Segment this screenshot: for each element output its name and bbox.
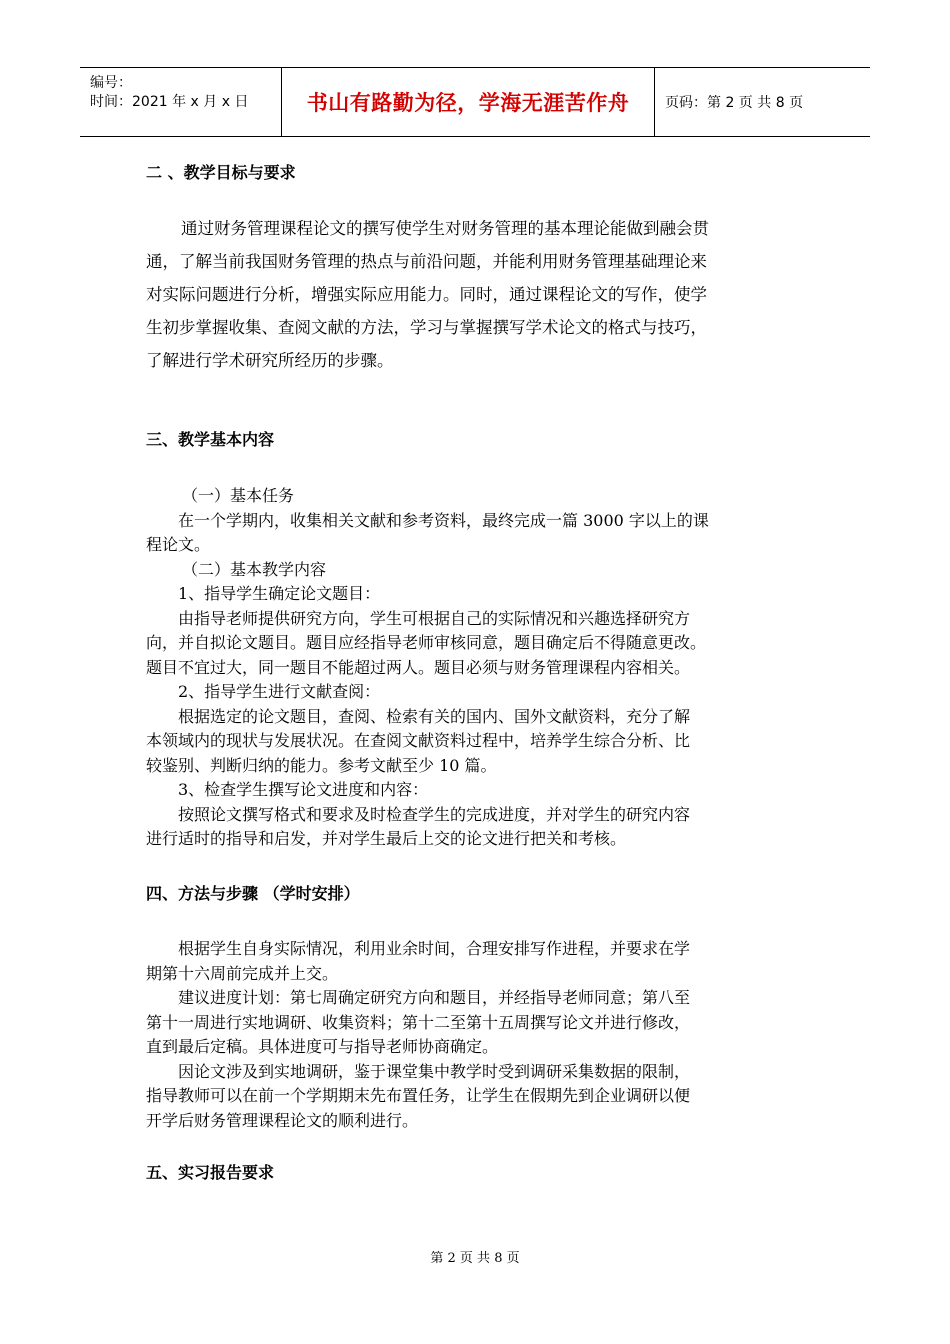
paragraph-line: 较鉴别、判断归纳的能力。参考文献至少 10 篇。: [146, 755, 497, 775]
paragraph-line: 题目不宜过大，同一题目不能超过两人。题目必须与财务管理课程内容相关。: [146, 657, 691, 677]
paragraph-line: 指导教师可以在前一个学期期末先布置任务，让学生在假期先到企业调研以便: [146, 1086, 691, 1105]
paragraph-line: 开学后财务管理课程论文的顺利进行。: [146, 1110, 419, 1130]
paragraph-line: 向，并自拟论文题目。题目应经指导老师审核同意，题目确定后不得随意更改。: [146, 633, 707, 652]
paragraph-line: 本领域内的现状与发展状况。在查阅文献资料过程中，培养学生综合分析、比: [146, 731, 691, 750]
section-heading-4: 四、方法与步骤 （学时安排）: [146, 884, 360, 903]
paragraph-line: 进行适时的指导和启发，并对学生最后上交的论文进行把关和考核。: [146, 829, 627, 848]
paragraph-line: 建议进度计划：第七周确定研究方向和题目，并经指导老师同意；第八至: [178, 988, 691, 1007]
header-left-cell: [80, 68, 282, 136]
paragraph-line: 由指导老师提供研究方向，学生可根据自己的实际情况和兴趣选择研究方: [178, 608, 691, 628]
paragraph-line: 通，了解当前我国财务管理的热点与前沿问题，并能利用财务管理基础理论来: [146, 252, 707, 271]
paragraph-line: 了解进行学术研究所经历的步骤。: [146, 351, 394, 370]
subheading-basic-content: （二）基本教学内容: [182, 559, 327, 579]
section-4-body: [146, 937, 830, 1133]
paragraph-line: 根据选定的论文题目，查阅、检索有关的国内、国外文献资料，充分了解: [178, 706, 691, 726]
page-footer: 第 2 页 共 8 页: [430, 1251, 520, 1266]
paragraph-line: 生初步掌握收集、查阅文献的方法，学习与掌握撰写学术论文的格式与技巧，: [146, 318, 707, 337]
document-number-label: 编号：: [90, 75, 132, 91]
paragraph-line: 第十一周进行实地调研、收集资料；第十二至第十五周撰写论文并进行修改，: [146, 1012, 691, 1032]
paragraph-line: 直到最后定稿。具体进度可与指导老师协商确定。: [146, 1037, 499, 1056]
list-item-heading: 3、检查学生撰写论文进度和内容：: [178, 780, 429, 799]
section-3-body: [146, 484, 830, 852]
header-table: [80, 67, 870, 137]
paragraph-line: 期第十六周前完成并上交。: [146, 963, 339, 983]
paragraph-line: 对实际问题进行分析，增强实际应用能力。同时，通过课程论文的写作，使学: [146, 285, 707, 304]
list-item-heading: 2、指导学生进行文献查阅：: [178, 682, 381, 701]
document-date: 时间：2021 年 x 月 x 日: [90, 94, 249, 110]
list-item-heading: 1、指导学生确定论文题目：: [178, 584, 381, 603]
header-page-info: 页码：第 2 页 共 8 页: [665, 95, 804, 111]
header-motto: 书山有路勤为径，学海无涯苦作舟: [282, 68, 655, 136]
paragraph-line: 根据学生自身实际情况，利用业余时间，合理安排写作进程，并要求在学: [178, 939, 691, 958]
section-2-body: [146, 212, 830, 377]
paragraph-line: 因论文涉及到实地调研，鉴于课堂集中教学时受到调研采集数据的限制，: [178, 1061, 691, 1081]
paragraph-line: 按照论文撰写格式和要求及时检查学生的完成进度，并对学生的研究内容: [178, 804, 691, 824]
section-heading-3: 三、教学基本内容: [146, 430, 275, 449]
paragraph-line: 程论文。: [146, 535, 211, 554]
section-heading-2: 二 、教学目标与要求: [146, 163, 296, 182]
paragraph-line: 通过财务管理课程论文的撰写使学生对财务管理的基本理论能做到融会贯: [181, 219, 709, 238]
paragraph-line: 在一个学期内，收集相关文献和参考资料，最终完成一篇 3000 字以上的课: [178, 510, 709, 530]
section-heading-5: 五、实习报告要求: [146, 1163, 275, 1182]
subheading-basic-task: （一）基本任务: [182, 486, 295, 505]
